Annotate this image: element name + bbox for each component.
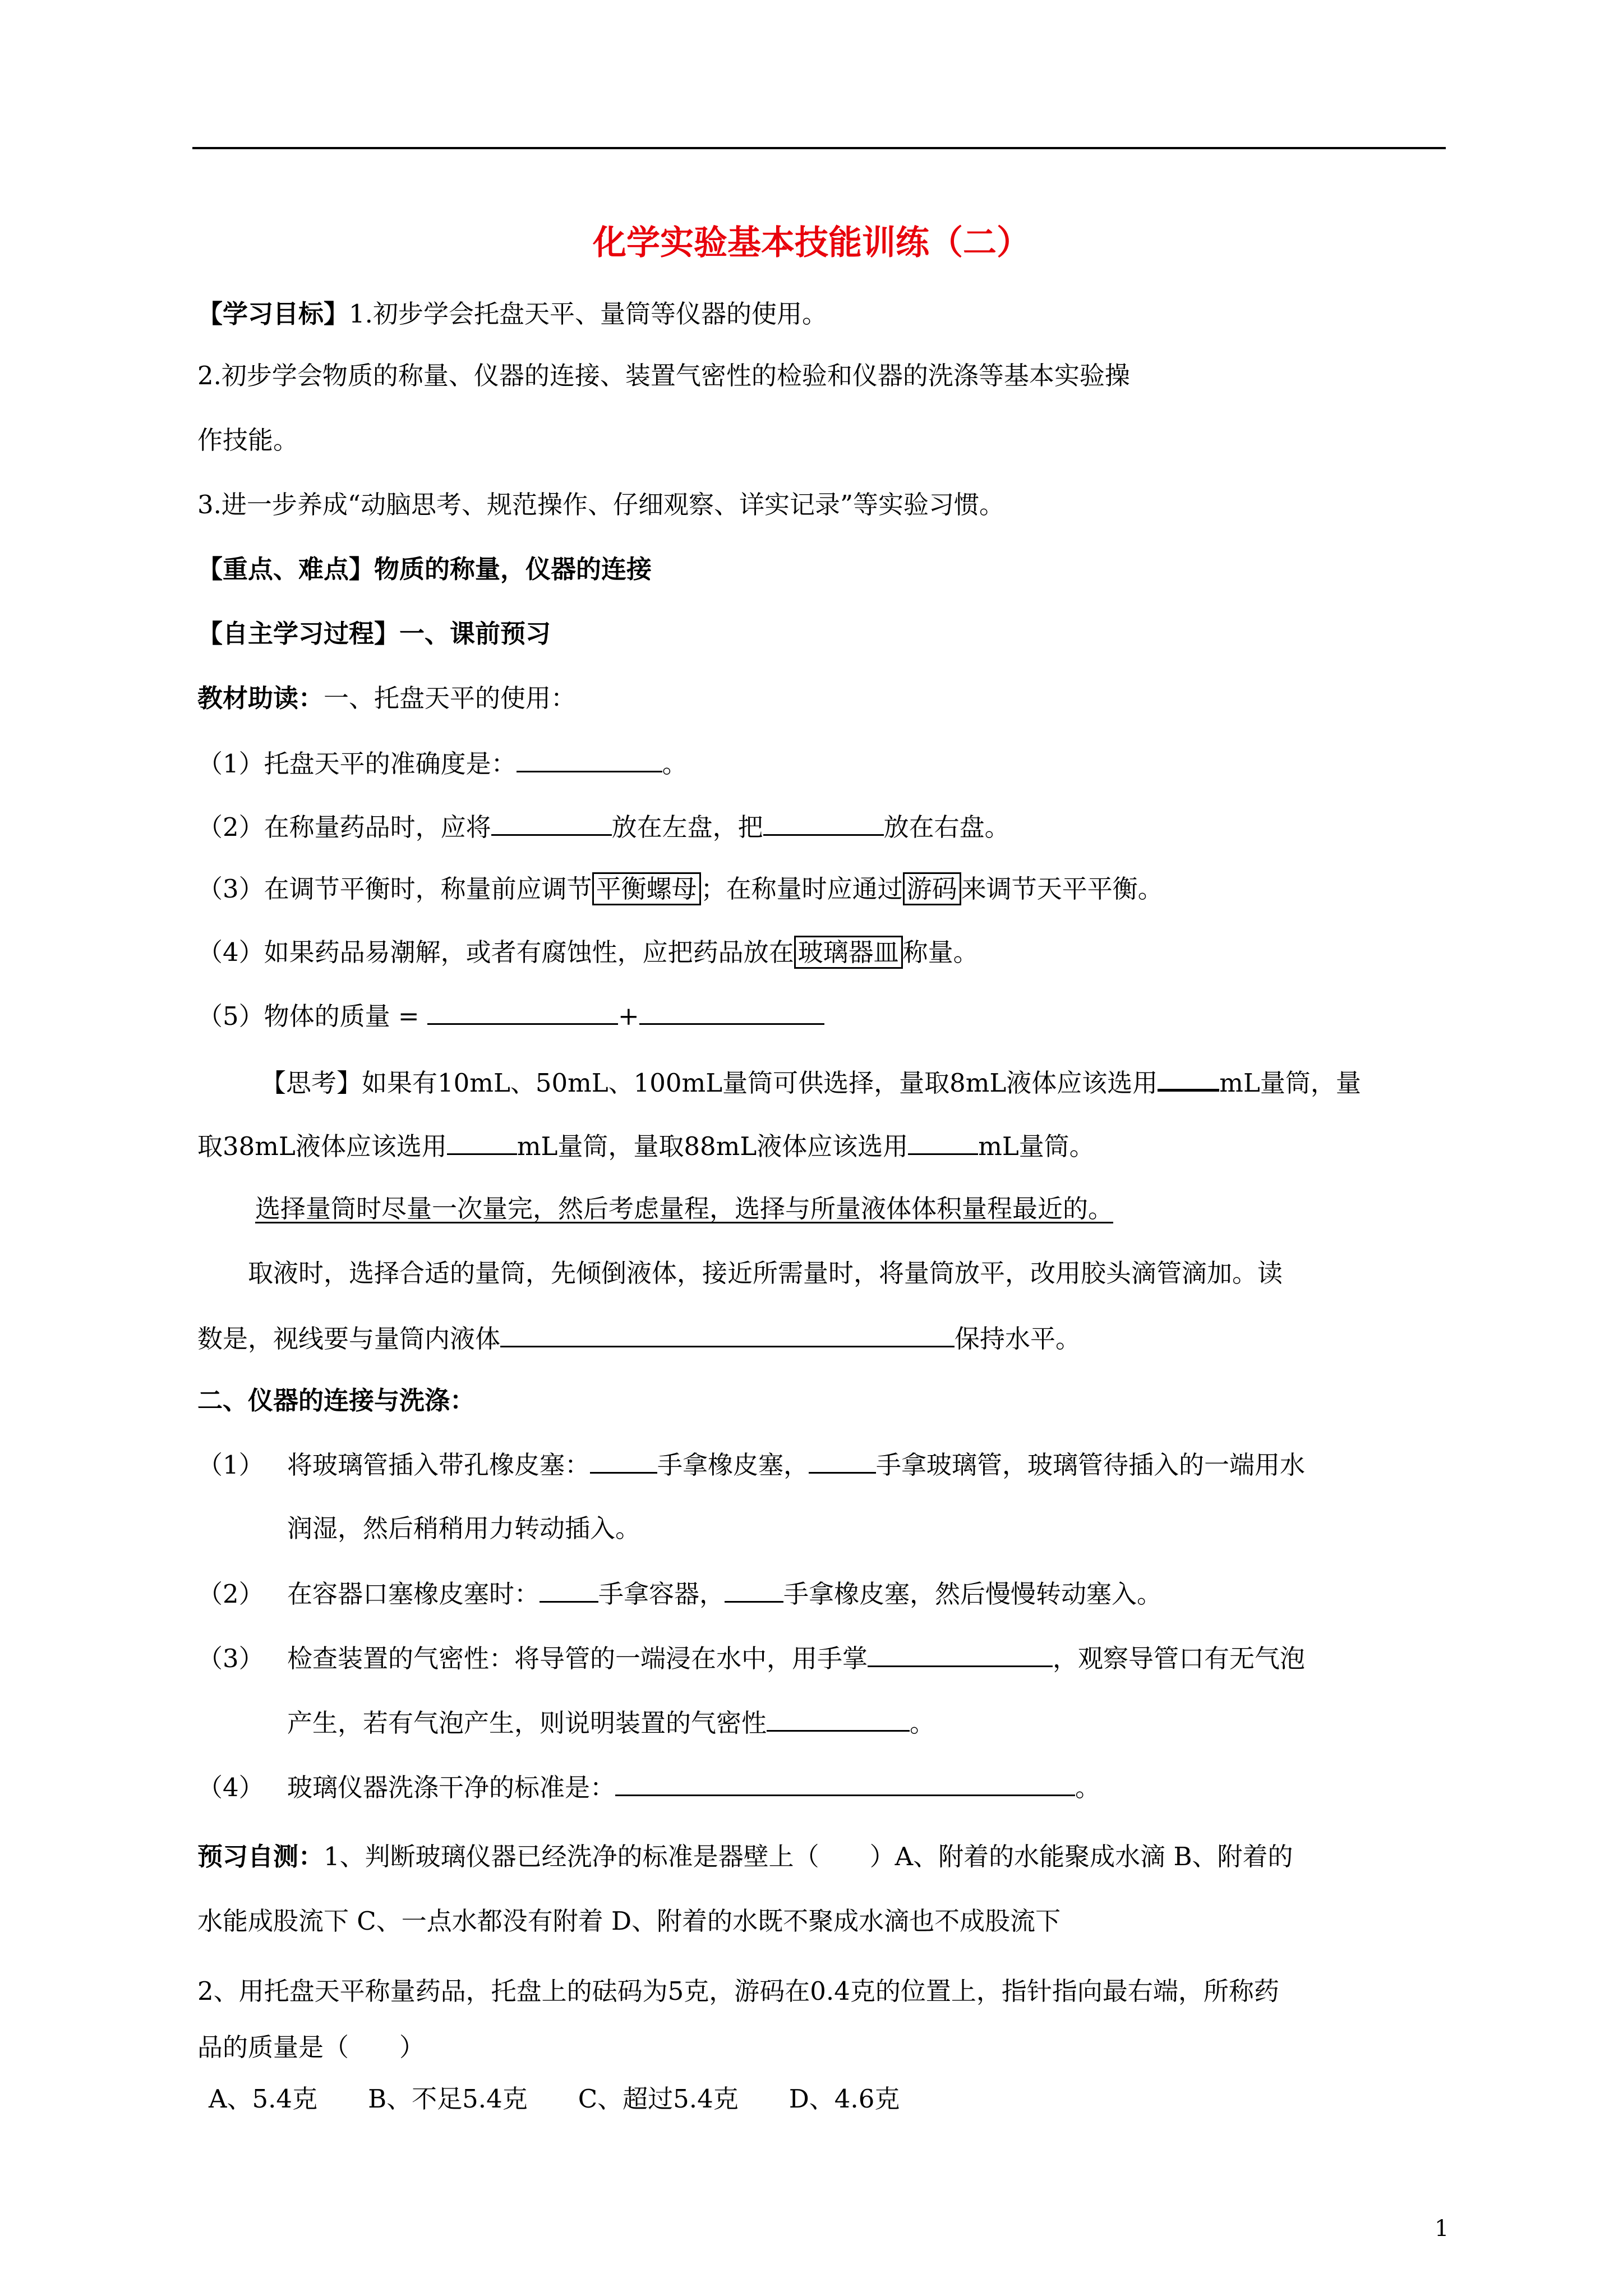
selftest-q1-line-1: 预习自测：1、判断玻璃仪器已经洗净的标准是器壁上（ ）A、附着的水能聚成水滴 B、附着的 <box>197 1842 1293 1871</box>
goal-1: 1.初步学会托盘天平、量筒等仪器的使用。 <box>349 299 827 329</box>
goals-line-1 <box>197 297 827 331</box>
balance-item-1: （1）托盘天平的准确度是： 。 <box>197 746 688 781</box>
connect-item-3-cont: 产生，若有气泡产生，则说明装置的气密性 。 <box>287 1705 935 1740</box>
keypoints-line: 【重点、难点】物质的称量，仪器的连接 <box>197 554 652 584</box>
process-line: 【自主学习过程】一、课前预习 <box>197 619 551 648</box>
page-number: 1 <box>1435 2216 1449 2242</box>
goal-3: 3.进一步养成“动脑思考、规范操作、仔细观察、详实记录”等实验习惯。 <box>197 490 1004 519</box>
goal-2a: 2.初步学会物质的称量、仪器的连接、装置气密性的检验和仪器的洗涤等基本实验操 <box>197 361 1130 390</box>
answer-blank[interactable] <box>491 809 612 836</box>
section-2-title: 二、仪器的连接与洗涤： <box>197 1386 476 1415</box>
answer-blank[interactable] <box>540 1576 598 1603</box>
answer-blank[interactable] <box>809 1447 876 1474</box>
boxed-answer: 玻璃器皿 <box>794 936 903 969</box>
think-para-1: 取液时，选择合适的量筒，先倾倒液体，接近所需量时，将量筒放平，改用胶头滴管滴加。读 <box>248 1258 1283 1288</box>
connect-item-3: （3） 检查装置的气密性：将导管的一端浸在水中，用手掌 ，观察导管口有无气泡 <box>197 1641 1305 1676</box>
answer-blank[interactable] <box>427 999 618 1025</box>
answer-blank[interactable] <box>590 1447 657 1474</box>
answer-blank[interactable] <box>639 999 824 1025</box>
balance-item-4: （4）如果药品易潮解，或者有腐蚀性，应把药品放在 玻璃器皿 称量。 <box>197 936 979 969</box>
selftest-q2-line-1: 2、用托盘天平称量药品，托盘上的砝码为5克，游码在0.4克的位置上，指针指向最右端，所称药 <box>197 1976 1279 2006</box>
selftest-q2-options: A、5.4克 B、不足5.4克 C、超过5.4克 D、4.6克 <box>209 2084 900 2114</box>
header-rule <box>192 147 1446 149</box>
answer-blank[interactable] <box>763 809 884 836</box>
answer-blank[interactable] <box>447 1129 517 1155</box>
boxed-answer: 游码 <box>903 872 961 905</box>
balance-item-2: （2）在称量药品时，应将 放在左盘，把 放在右盘。 <box>197 809 1010 844</box>
selftest-q2-line-2: 品的质量是（ ） <box>197 2032 425 2062</box>
connect-item-4: （4） 玻璃仪器洗涤干净的标准是： 。 <box>197 1770 1100 1805</box>
reading-line: 教材助读：一、托盘天平的使用： <box>197 683 577 713</box>
answer-blank[interactable] <box>767 1705 910 1732</box>
goal-2b: 作技能。 <box>197 425 299 455</box>
think-line-1: 【思考】如果有10mL、50mL、100mL量筒可供选择，量取8mL液体应该选用 mL量筒，量 <box>261 1064 1361 1100</box>
answer-blank[interactable] <box>868 1641 1053 1667</box>
connect-item-2: （2） 在容器口塞橡皮塞时： 手拿容器， 手拿橡皮塞，然后慢慢转动塞入。 <box>197 1576 1162 1611</box>
answer-blank[interactable] <box>500 1321 955 1347</box>
page-title: 化学实验基本技能训练（二） <box>593 223 1030 263</box>
balance-item-3: （3）在调节平衡时，称量前应调节 平衡螺母 ；在称量时应通过 游码 来调节天平平衡。 <box>197 872 1163 906</box>
answer-blank[interactable] <box>725 1576 783 1603</box>
think-line-2: 取38mL液体应该选用 mL量筒，量取88mL液体应该选用 mL量筒。 <box>197 1129 1095 1163</box>
think-note: 选择量筒时尽量一次量完，然后考虑量程，选择与所量液体体积量程最近的。 <box>255 1194 1114 1223</box>
selftest-q1-line-2: 水能成股流下 C、一点水都没有附着 D、附着的水既不聚成水滴也不成股流下 <box>197 1906 1061 1936</box>
balance-item-5: （5）物体的质量 = + <box>197 999 824 1033</box>
connect-item-1: （1） 将玻璃管插入带孔橡皮塞： 手拿橡皮塞， 手拿玻璃管，玻璃管待插入的一端用水 <box>197 1447 1305 1482</box>
goals-label: 【学习目标】 <box>197 299 349 329</box>
connect-item-1-cont: 润湿，然后稍稍用力转动插入。 <box>287 1513 641 1543</box>
answer-blank[interactable] <box>517 746 662 772</box>
answer-blank[interactable] <box>908 1129 978 1155</box>
answer-blank[interactable] <box>615 1770 1075 1796</box>
boxed-answer: 平衡螺母 <box>592 872 701 905</box>
think-para-2: 数是，视线要与量筒内液体 保持水平。 <box>197 1321 1081 1356</box>
answer-blank[interactable] <box>1158 1064 1219 1092</box>
